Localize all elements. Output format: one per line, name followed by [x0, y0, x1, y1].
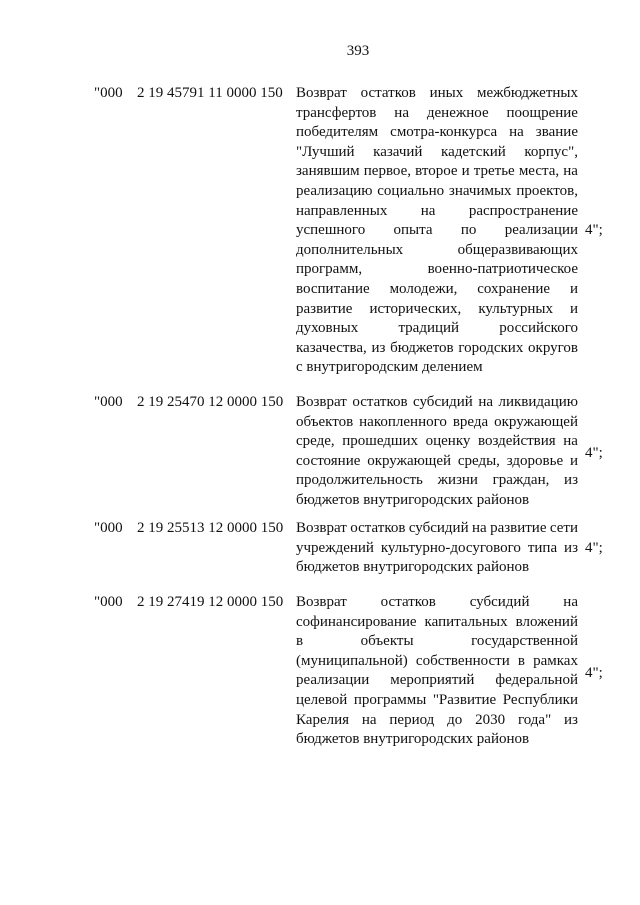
description-line: реализацию социально значимых проектов,: [296, 182, 578, 199]
entry-suffix: 4";: [585, 539, 603, 556]
description-line: победителям смотра-конкурса на звание: [296, 124, 578, 141]
description-line: развитие исторических, культурных и: [296, 300, 578, 317]
entry-description: [296, 393, 578, 511]
description-line: "Лучший казачий кадетский корпус",: [296, 143, 578, 160]
description-line: (муниципальной) собственности в рамках: [296, 652, 578, 669]
description-line: учреждений культурно-досугового типа из: [296, 539, 578, 556]
description-line: бюджетов внутригородских районов: [296, 491, 530, 508]
description-line: направленных на распространение: [296, 202, 578, 219]
description-line: с внутригородским делением: [296, 359, 483, 376]
description-line: Возврат остатков субсидий на развитие сети: [296, 520, 578, 536]
entry-prefix: "000: [94, 85, 123, 101]
description-line: бюджетов внутригородских районов: [296, 731, 530, 748]
entry-description: [296, 519, 578, 578]
description-line: реализации мероприятий федеральной: [296, 672, 578, 689]
description-line: программ, военно-патриотическое: [296, 261, 578, 278]
entry-suffix: 4";: [585, 664, 603, 681]
description-line: целевой программы "Развитие Республики: [296, 691, 578, 708]
description-line: духовных традиций российского: [296, 320, 578, 337]
budget-classification-code: 2 19 27419 12 0000 150: [137, 594, 284, 610]
description-line: среде, прошедших оценку воздействия на: [296, 433, 578, 450]
description-line: Возврат остатков субсидий на: [296, 594, 578, 610]
entry-suffix: 4";: [585, 222, 603, 239]
entry-suffix: 4";: [585, 444, 603, 461]
description-line: софинансирование капитальных вложений: [296, 613, 578, 630]
description-line: объектов накопленного вреда окружающей: [296, 413, 578, 430]
entry-prefix: "000: [94, 594, 123, 610]
description-line: в объекты государственной: [296, 633, 578, 650]
description-line: продолжительность жизни граждан, из: [296, 472, 578, 489]
description-line: Возврат остатков субсидий на ликвидацию: [296, 394, 578, 410]
entry-prefix: "000: [94, 520, 123, 536]
description-line: успешного опыта по реализации: [296, 222, 578, 239]
entry-description: [296, 84, 578, 378]
description-line: дополнительных общеразвивающих: [296, 241, 578, 258]
description-line: Карелия на период до 2030 года" из: [296, 711, 578, 728]
budget-classification-code: 2 19 25470 12 0000 150: [137, 394, 284, 410]
description-line: состояние окружающей среды, здоровье и: [296, 452, 578, 469]
description-line: занявшим первое, второе и третье места, на: [296, 163, 578, 180]
description-line: трансфертов на денежное поощрение: [296, 104, 578, 121]
budget-classification-code: 2 19 45791 11 0000 150: [137, 85, 283, 101]
page-number: 393: [346, 43, 370, 59]
budget-classification-code: 2 19 25513 12 0000 150: [137, 520, 284, 536]
description-line: Возврат остатков иных межбюджетных: [296, 85, 578, 101]
description-line: бюджетов внутригородских районов: [296, 559, 530, 576]
description-line: воспитание молодежи, сохранение и: [296, 280, 578, 297]
description-line: казачества, из бюджетов городских округов: [296, 339, 578, 356]
entry-prefix: "000: [94, 394, 123, 410]
entry-description: [296, 593, 578, 750]
